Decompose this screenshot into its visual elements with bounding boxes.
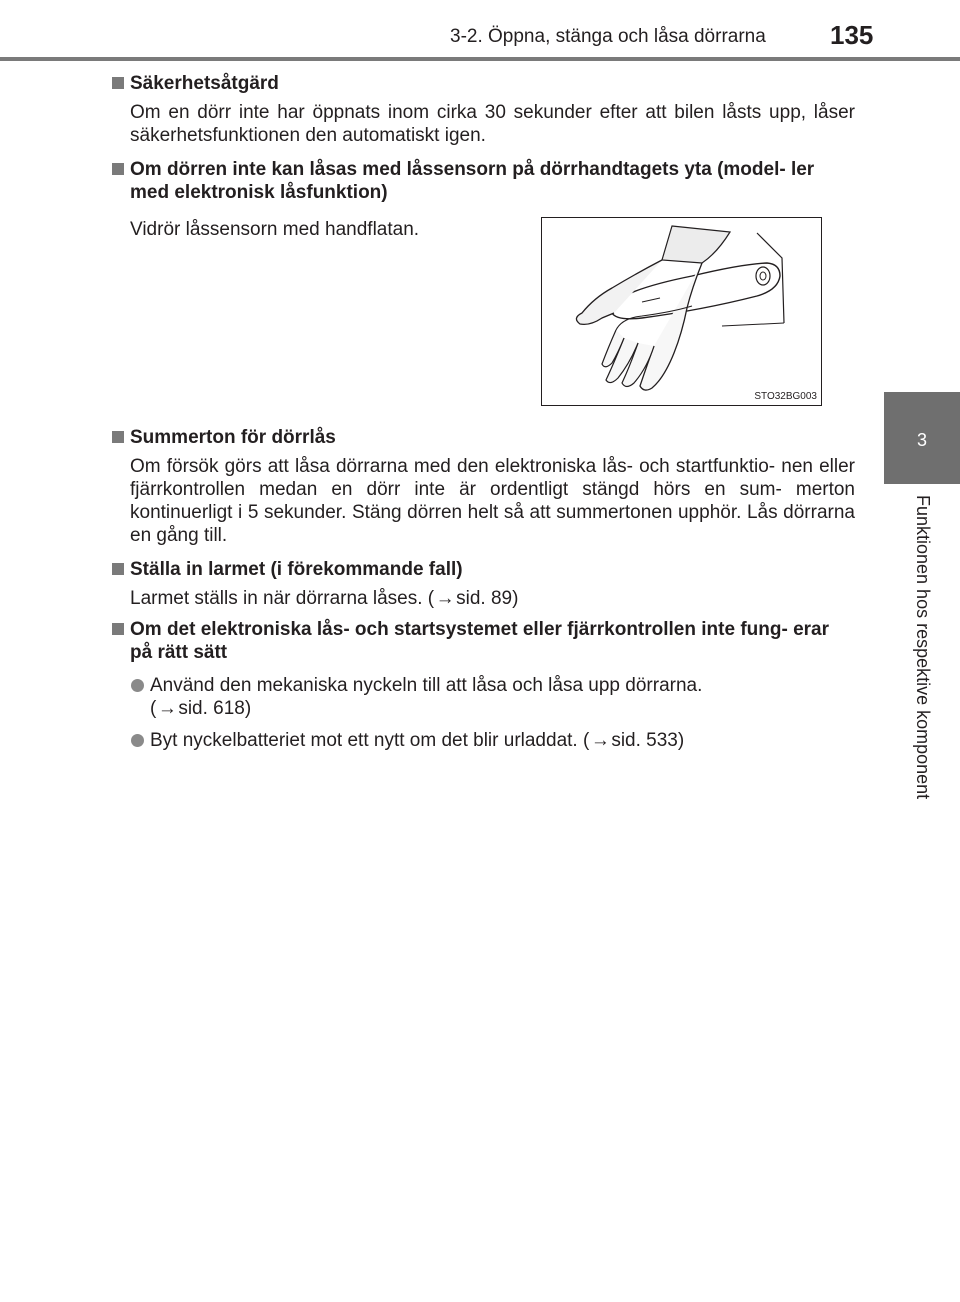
arrow-icon: →: [157, 698, 177, 719]
arrow-icon: →: [435, 588, 455, 609]
chapter-tab: [884, 392, 960, 484]
square-bullet-icon: [112, 563, 124, 575]
square-bullet-icon: [112, 163, 124, 175]
list-item: Använd den mekaniska nyckeln till att låsa och låsa upp dörrarna. (→sid. 618): [110, 674, 855, 720]
figure-id: STO32BG003: [754, 391, 817, 402]
section-malfunction: [110, 618, 855, 752]
section-heading: Säkerhetsåtgärd: [110, 72, 855, 95]
section-heading: Om dörren inte kan låsas med låssensorn på dörrhandtagets yta (model- ler med elektronisk låsfunktion): [110, 158, 855, 204]
header-rule: [0, 57, 960, 61]
section-body: Om försök görs att låsa dörrarna med den elektroniska lås- och startfunktio- nen eller fjärrkontrollen medan en dörr inte är ordentligt stängd hörs en sum- merton kontinuerligt i 5 sekunder. Stäng dörren helt så att summertonen upphör. Lås dörrarna en gång till.: [130, 456, 855, 546]
door-handle-figure: [541, 217, 822, 406]
page-reference: sid. 618): [178, 698, 252, 719]
square-bullet-icon: [112, 623, 124, 635]
page-reference: sid. 89): [456, 588, 519, 609]
page-number: 135: [830, 20, 874, 50]
section-body: Larmet ställs in när dörrarna låses. (→sid. 89): [130, 588, 519, 609]
section-heading: Ställa in larmet (i förekommande fall): [110, 558, 855, 581]
square-bullet-icon: [112, 431, 124, 443]
hand-on-door-handle-illustration: [542, 218, 821, 405]
chapter-number: 3: [916, 430, 927, 450]
square-bullet-icon: [112, 77, 124, 89]
page-header: [0, 0, 960, 62]
section-title: 3-2. Öppna, stänga och låsa dörrarna: [450, 26, 766, 47]
section-body: Vidrör låssensorn med handflatan.: [130, 219, 420, 240]
round-bullet-icon: [131, 734, 144, 747]
section-heading: Summerton för dörrlås: [110, 426, 855, 449]
list-item: Byt nyckelbatteriet mot ett nytt om det blir urladdat. (→sid. 533): [110, 729, 855, 752]
chapter-title: Funktionen hos respektive komponent: [913, 495, 933, 800]
section-safety: [110, 72, 855, 147]
section-heading: Om det elektroniska lås- och startsystemet eller fjärrkontrollen inte fung- erar på rätt sätt: [110, 618, 855, 664]
page-reference: sid. 533): [611, 730, 685, 751]
round-bullet-icon: [131, 679, 144, 692]
arrow-icon: →: [590, 730, 610, 751]
section-buzzer: [110, 426, 855, 547]
section-alarm: [110, 558, 855, 610]
section-body: Om en dörr inte har öppnats inom cirka 30 sekunder efter att bilen låsts upp, låser säkerhetsfunktionen den automatiskt igen.: [130, 102, 855, 146]
